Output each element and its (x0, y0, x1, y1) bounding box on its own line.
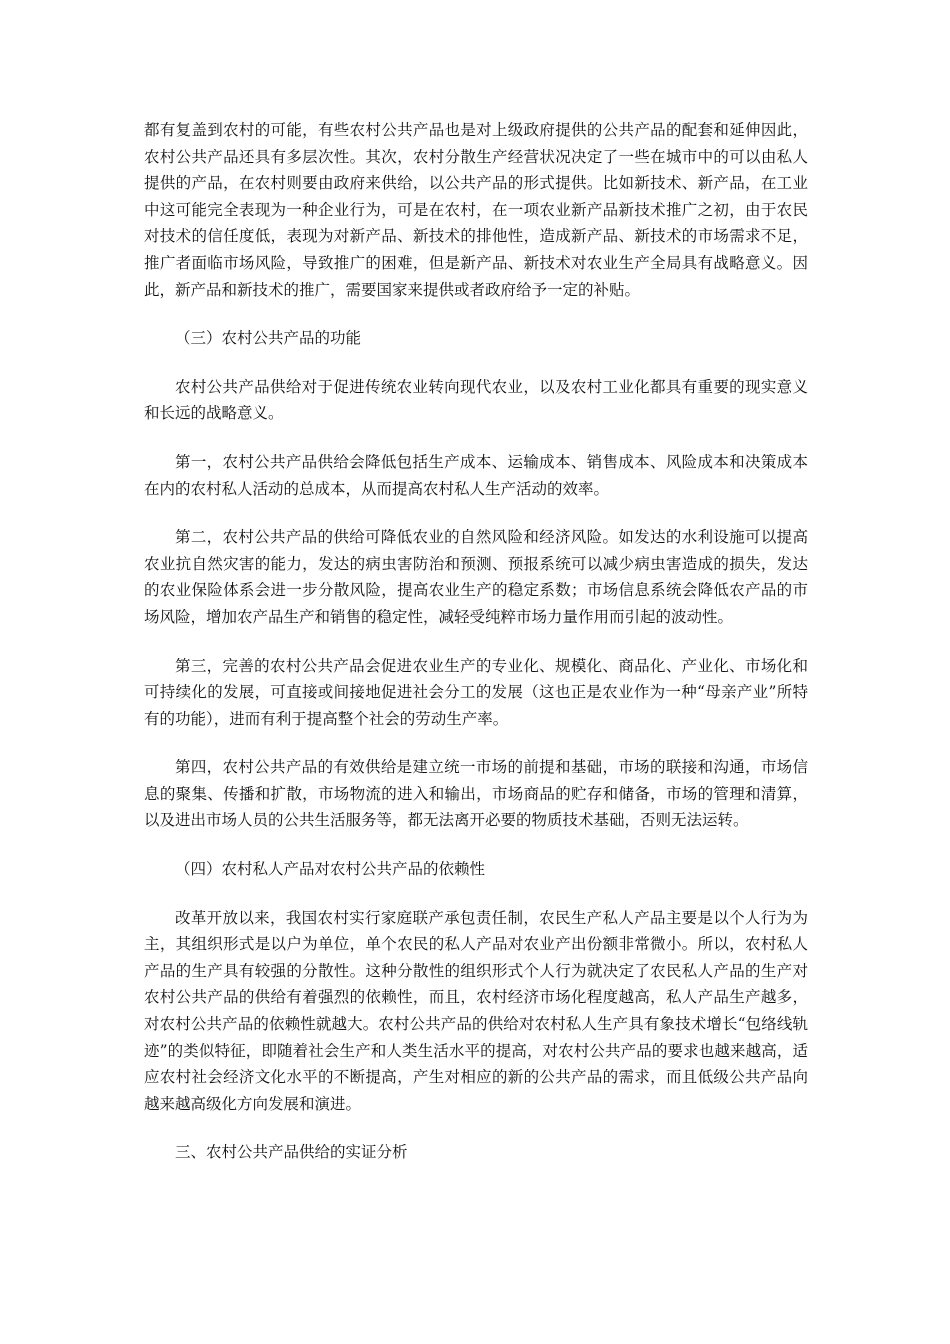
section-heading-3: （三）农村公共产品的功能 (175, 329, 362, 348)
document-page (144, 117, 808, 1166)
paragraph-first-point: 第一，农村公共产品供给会降低包括生产成本、运输成本、销售成本、风险成本和决策成本在内的农村私人活动的总成本，从而提高农村私人生产活动的效率。 (144, 452, 808, 498)
paragraph-third-point: 第三，完善的农村公共产品会促进农业生产的专业化、规模化、商品化、产业化、市场化和可持续化的发展，可直接或间接地促进社会分工的发展（这也正是农业作为一种“母亲产业”所特有的功能），进而有利于提高整个社会的劳动生产率。 (144, 656, 808, 728)
chapter-heading-3: 三、农村公共产品供给的实证分析 (175, 1143, 408, 1162)
paragraph-dependency: 改革开放以来，我国农村实行家庭联产承包责任制，农民生产私人产品主要是以个人行为为主，其组织形式是以户为单位，单个农民的私人产品对农业产出份额非常微小。所以，农村私人产品的生产具有较强的分散性。这种分散性的组织形式个人行为就决定了农民私人产品的生产对农村公共产品的供给有着强烈的依赖性，而且，农村经济市场化程度越高，私人产品生产越多，对农村公共产品的依赖性就越大。农村公共产品的供给对农村私人生产具有象技术增长“包络线轨迹”的类似特征，即随着社会生产和人类生活水平的提高，对农村公共产品的要求也越来越高，适应农村社会经济文化水平的不断提高，产生对相应的新的公共产品的需求，而且低级公共产品向越来越高级化方向发展和演进。 (144, 908, 808, 1113)
paragraph-second-point: 第二，农村公共产品的供给可降低农业的自然风险和经济风险。如发达的水利设施可以提高农业抗自然灾害的能力，发达的病虫害防治和预测、预报系统可以减少病虫害造成的损失，发达的农业保险体系会进一步分散风险，提高农业生产的稳定系数；市场信息系统会降低农产品的市场风险，增加农产品生产和销售的稳定性，减轻受纯粹市场力量作用而引起的波动性。 (144, 528, 808, 626)
paragraph-fourth-point: 第四，农村公共产品的有效供给是建立统一市场的前提和基础，市场的联接和沟通，市场信息的聚集、传播和扩散，市场物流的进入和输出，市场商品的贮存和储备，市场的管理和清算，以及进出市场人员的公共生活服务等，都无法离开必要的物质技术基础，否则无法运转。 (144, 758, 808, 830)
paragraph-continued: 都有复盖到农村的可能，有些农村公共产品也是对上级政府提供的公共产品的配套和延伸因此，农村公共产品还具有多层次性。其次，农村分散生产经营状况决定了一些在城市中的可以由私人提供的产品，在农村则要由政府来供给，以公共产品的形式提供。比如新技术、新产品，在工业中这可能完全表现为一种企业行为，可是在农村，在一项农业新产品新技术推广之初，由于农民对技术的信任度低，表现为对新产品、新技术的排他性，造成新产品、新技术的市场需求不足，推广者面临市场风险，导致推广的困难，但是新产品、新技术对农业生产全局具有战略意义。因此，新产品和新技术的推广，需要国家来提供或者政府给予一定的补贴。 (144, 121, 808, 299)
paragraph-function-intro: 农村公共产品供给对于促进传统农业转向现代农业，以及农村工业化都具有重要的现实意义和长远的战略意义。 (144, 377, 808, 423)
section-heading-4: （四）农村私人产品对农村公共产品的依赖性 (175, 860, 486, 879)
